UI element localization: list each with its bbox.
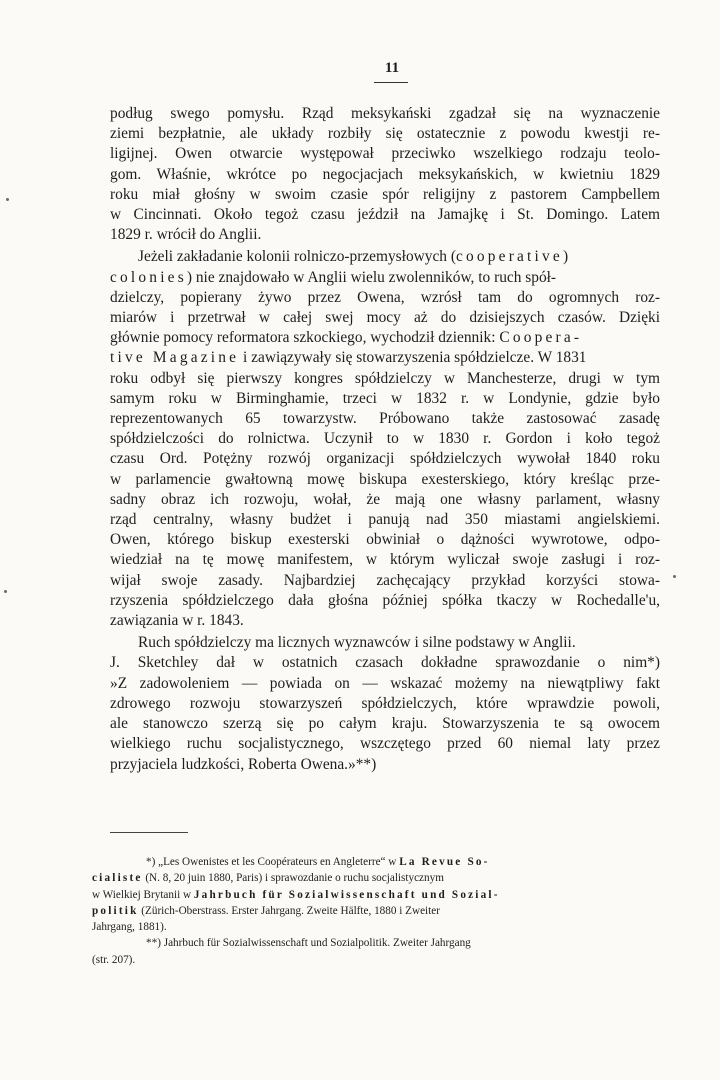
text-line: w Cincinnati. Około tegoż czasu jeździł na Jamajkę i St. Domingo. Latem [110, 206, 660, 224]
spaced-term: colonies [110, 268, 187, 286]
text-line: roku odbył się pierwszy kongres spółdzielczy w Manchesterze, drugi w tym [110, 369, 660, 387]
spaced-term: Coopera- [499, 329, 583, 347]
scan-speck [673, 575, 676, 578]
text-line: wijał swoje zasady. Najbardziej zachęcający przykład korzyści stowa- [110, 571, 660, 589]
text-line: ale stanowczo szerzą się po całym kraju. Stowarzyszenia te są owocem [110, 715, 660, 733]
footnote-line: (str. 207). [92, 953, 136, 966]
spaced-term: La Revue So- [399, 856, 490, 868]
footnote-line: Jahrgang, 1881). [92, 921, 167, 934]
text-line: ligijnej. Owen otwarcie występował przeciwko wszelkiego rodzaju teolo- [110, 145, 660, 163]
text-line [110, 268, 660, 288]
footnote-line: **) Jahrbuch für Sozialwissenschaft und Sozialpolitik. Zweiter Jahrgang [146, 937, 471, 950]
spaced-term: tive Magazine [110, 349, 240, 367]
text-line: »Z zadowoleniem — powiada on — wskazać możemy na niewątpliwy fakt [110, 674, 660, 692]
text-line: gom. Właśnie, wkrótce po negocjacjach meksykańskich, w kwietniu 1829 [110, 165, 660, 183]
text-run: (Zürich-Oberstrass. Erster Jahrgang. Zweite Hälfte, 1880 i Zweiter [138, 904, 440, 917]
text-run: głównie pomocy reformatora szkockiego, wychodził dziennik: [110, 329, 500, 347]
spaced-term: Jahrbuch für Sozialwissenschaft und Sozial- [193, 888, 500, 901]
text-line: dzielczy, popierany żywo przez Owena, wzrósł tam do ogromnych roz- [110, 288, 660, 306]
text-line: wielkiego ruchu socjalistycznego, wszczętego przed 60 niemal laty przez [110, 735, 660, 753]
text-run: Jeżeli zakładanie kolonii rolniczo-przemysłowych ( [138, 248, 456, 266]
page-number: 11 [384, 60, 400, 76]
footnote-line [92, 903, 662, 919]
text-run: ) nie znajdowało w Anglii wielu zwolenników, to ruch spół- [186, 268, 557, 286]
text-line: czasu Ord. Potężny rozwój organizacji spółdzielczych wywołał 1840 roku [110, 450, 660, 468]
text-line: miarów i przetrwał w całej swej mocy aż do dzisiejszych czasów. Dzięki [110, 309, 660, 327]
spaced-term: politik [92, 904, 139, 917]
footnote-line [92, 887, 662, 903]
footnote-line [92, 854, 662, 870]
text-line: w parlamencie gwałtowną mowę biskupa exesterskiego, który kreśląc prze- [110, 470, 660, 488]
text-run: w Wielkiej Brytanii w [92, 888, 194, 901]
text-run: ) [562, 248, 569, 266]
scan-speck [4, 590, 7, 593]
text-line: zdrowego rozwoju stowarzyszeń spółdzielczych, które wprawdzie powoli, [110, 694, 660, 712]
footnote-separator [110, 832, 188, 833]
footnote-line [92, 870, 662, 886]
text-line: roku miał głośny w swoim czasie spór religijny z pastorem Campbellem [110, 185, 660, 203]
scan-speck [6, 198, 9, 201]
body-text [110, 104, 660, 775]
text-line: podług swego pomysłu. Rząd meksykański zgadzał się na wyznaczenie [110, 105, 660, 122]
footnotes [92, 854, 662, 968]
text-line: przyjaciela ludzkości, Roberta Owena.»**) [110, 755, 377, 773]
text-line: rzyszenia spółdzielczego dała głośna później spółka tkaczy w Rochedalle'u, [110, 591, 660, 609]
text-line: wiedział na tę mowę manifestem, w którym wyliczał swoje zasługi i roz- [110, 551, 660, 569]
text-line: Ruch spółdzielczy ma licznych wyznawców i silne podstawy w Anglii. [138, 634, 576, 652]
text-line [110, 348, 660, 368]
text-line: J. Sketchley dał w ostatnich czasach dokładne sprawozdanie o nim*) [110, 654, 660, 672]
text-line: spółdzielczości do rolnictwa. Uczynił to w 1830 r. Gordon i koło tegoż [110, 430, 660, 448]
text-line: zawiązania w r. 1843. [110, 612, 244, 630]
text-line [110, 328, 660, 348]
text-line: Owen, którego biskup exesterski obwiniał o dążności wywrotowe, odpo- [110, 531, 660, 549]
text-run: (N. 8, 20 juin 1880, Paris) i sprawozdanie o ruchu socjalistycznym [142, 872, 444, 885]
spaced-term: cooperative [455, 248, 563, 266]
text-line: ziemi bezpłatnie, ale układy rozbiły się ostatecznie z powodu kwestji re- [110, 125, 660, 143]
spaced-term: cialiste [92, 872, 143, 885]
page-number-rule [374, 82, 408, 83]
text-line [110, 247, 660, 267]
text-line: sadny obraz ich rozwoju, wołał, że mają one własny parlament, własny [110, 490, 660, 508]
text-line: 1829 r. wrócił do Anglii. [110, 226, 262, 244]
text-line: samym roku w Birminghamie, trzeci w 1832 r. w Londynie, gdzie było [110, 389, 660, 407]
text-run: *) „Les Owenistes et les Coopérateurs en Angleterre“ w [146, 856, 400, 868]
text-line: reprezentowanych 65 towarzystw. Próbowano także zastosować zasadę [110, 410, 660, 428]
text-line: rząd centralny, własny budżet i panują nad 350 miastami angielskiemi. [110, 511, 660, 529]
text-run: i zawiązywały się stowarzyszenia spółdzielcze. W 1831 [239, 349, 587, 367]
